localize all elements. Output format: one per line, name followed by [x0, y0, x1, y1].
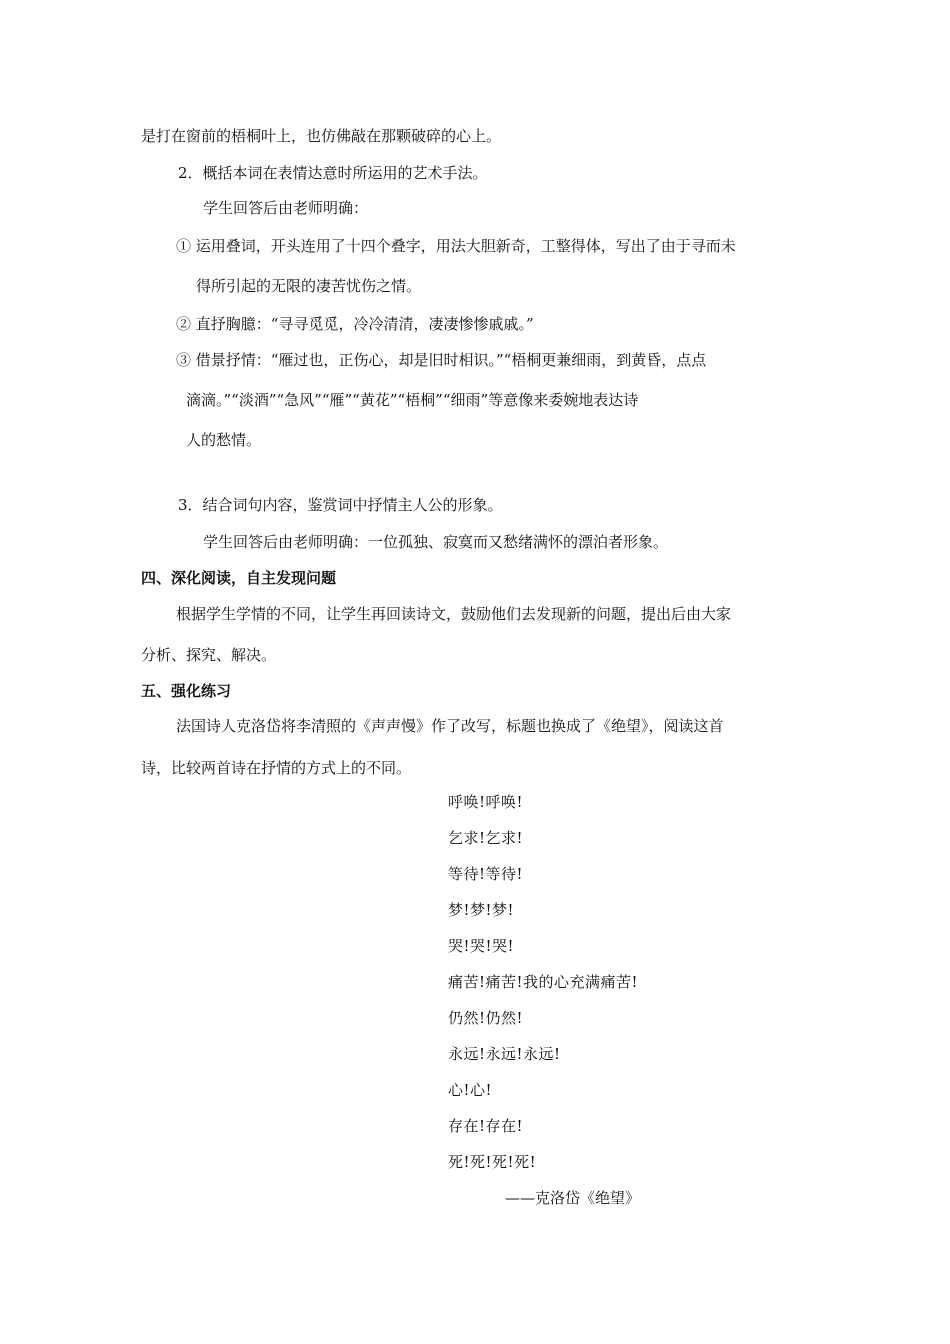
poem-line: 永远!永远!永远! — [448, 1045, 561, 1063]
section-5-heading: 五、强化练习 — [141, 682, 232, 700]
technique-item-3-line-1: ③ 借景抒情：“雁过也，正伤心，却是旧时相识。”“梧桐更兼细雨，到黄昏，点点 — [176, 351, 707, 369]
question-3-answer: 学生回答后由老师明确：一位孤独、寂寞而又愁绪满怀的漂泊者形象。 — [203, 533, 669, 551]
question-2-answer-intro: 学生回答后由老师明确： — [203, 199, 369, 217]
poem-line: 乞求!乞求! — [448, 829, 524, 847]
poem-line: 仍然!仍然! — [448, 1009, 524, 1027]
technique-item-3-line-2: 滴滴。”“淡酒”“急风”“雁”“黄花”“梧桐”“细雨”等意像来委婉地表达诗 — [186, 391, 639, 409]
question-2: 2．概括本词在表情达意时所运用的艺术手法。 — [178, 164, 488, 182]
poem-line: 哭!哭!哭! — [448, 937, 515, 955]
technique-item-2: ② 直抒胸臆：“寻寻觅觅，冷冷清清，凄凄惨惨戚戚。” — [176, 315, 534, 333]
poem-line: 心!心! — [448, 1081, 493, 1099]
section-5-line-2: 诗，比较两首诗在抒情的方式上的不同。 — [141, 759, 412, 777]
poem-line: 痛苦!痛苦!我的心充满痛苦! — [448, 973, 639, 991]
section-4-line-1: 根据学生学情的不同，让学生再回读诗文，鼓励他们去发现新的问题，提出后由大家 — [176, 605, 732, 623]
poem-line: 死!死!死!死! — [448, 1153, 537, 1171]
poem-line: 梦!梦!梦! — [448, 901, 515, 919]
section-4-heading: 四、深化阅读，自主发现问题 — [141, 569, 337, 587]
section-4-line-2: 分析、探究、解决。 — [141, 646, 277, 664]
technique-item-1-line-2: 得所引起的无限的凄苦忧伤之情。 — [196, 277, 422, 295]
poem-line: 呼唤!呼唤! — [448, 793, 524, 811]
section-5-line-1: 法国诗人克洛岱将李清照的《声声慢》作了改写，标题也换成了《绝望》，阅读这首 — [176, 717, 724, 735]
poem-line: 等待!等待! — [448, 865, 524, 883]
poem-attribution: ——克洛岱《绝望》 — [505, 1189, 641, 1207]
technique-item-3-line-3: 人的愁情。 — [186, 431, 262, 449]
question-3: 3．结合词句内容，鉴赏词中抒情主人公的形象。 — [178, 496, 503, 514]
technique-item-1-line-1: ① 运用叠词，开头连用了十四个叠字，用法大胆新奇，工整得体，写出了由于寻而未 — [176, 237, 736, 255]
paragraph-continuation: 是打在窗前的梧桐叶上，也仿佛敲在那颗破碎的心上。 — [141, 127, 502, 145]
poem-line: 存在!存在! — [448, 1117, 524, 1135]
